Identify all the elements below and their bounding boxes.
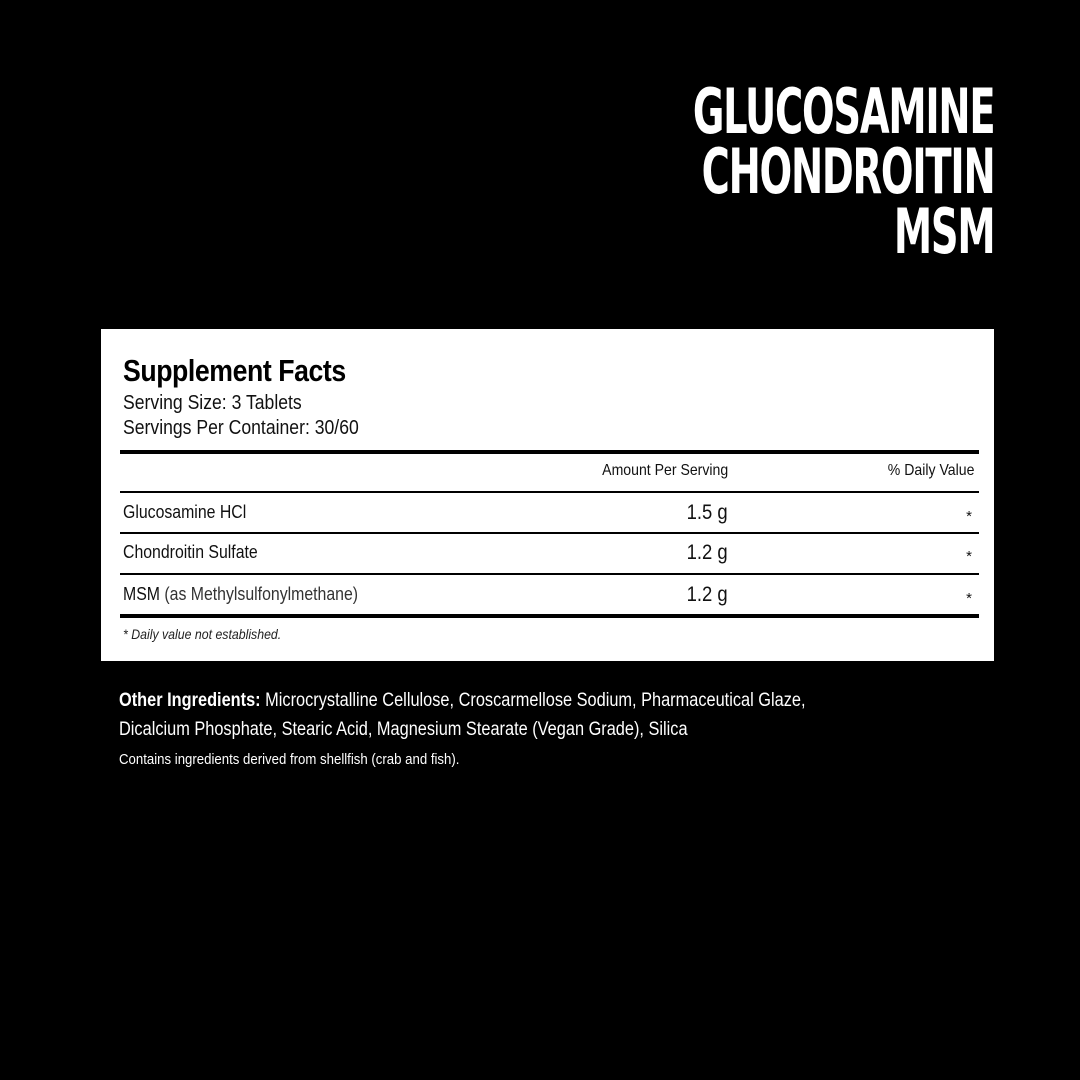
- ingredient-name-text: MSM: [123, 584, 160, 604]
- allergen-note: Contains ingredients derived from shellfish (crab and fish).: [119, 751, 460, 768]
- other-ingredients-line-2: [119, 715, 807, 744]
- serving-size: Serving Size: 3 Tablets: [123, 392, 302, 414]
- divider-header: [120, 491, 979, 493]
- other-ingredients-line-1: [119, 686, 807, 715]
- ingredient-name-text: Glucosamine HCl: [123, 502, 247, 522]
- ingredient-name-sub: (as Methylsulfonylmethane): [164, 584, 359, 604]
- ingredient-name: [123, 542, 258, 563]
- product-title-line-1: GLUCOSAMINE: [692, 75, 994, 148]
- other-ingredients-text-2: Dicalcium Phosphate, Stearic Acid, Magnesium Stearate (Vegan Grade), Silica: [119, 719, 688, 740]
- amount-per-serving-header: Amount Per Serving: [601, 462, 728, 479]
- product-title-line-2: CHONDROITIN: [701, 135, 994, 208]
- divider-row: [120, 532, 979, 534]
- servings-per-container: Servings Per Container: 30/60: [123, 417, 359, 439]
- ingredient-amount: 1.2 g: [686, 583, 728, 606]
- supplement-facts-panel: [101, 329, 994, 661]
- ingredient-daily-value: *: [966, 548, 972, 565]
- ingredient-name-text: Chondroitin Sulfate: [123, 542, 258, 562]
- other-ingredients-text-1: Microcrystalline Cellulose, Croscarmellose Sodium, Pharmaceutical Glaze,: [265, 690, 806, 711]
- ingredient-name: [123, 502, 246, 523]
- divider-row: [120, 573, 979, 575]
- ingredient-daily-value: *: [966, 508, 972, 525]
- product-title-line-3: MSM: [893, 195, 994, 268]
- product-title: [508, 75, 994, 268]
- ingredient-amount: 1.2 g: [686, 541, 728, 564]
- other-ingredients: [119, 686, 919, 744]
- daily-value-header: % Daily Value: [887, 462, 974, 479]
- ingredient-daily-value: *: [966, 590, 972, 607]
- other-ingredients-label: Other Ingredients:: [119, 690, 261, 711]
- supplement-facts-heading: Supplement Facts: [123, 353, 346, 388]
- daily-value-footnote: * Daily value not established.: [123, 626, 282, 642]
- ingredient-name: [123, 584, 358, 605]
- divider-thick-bottom: [120, 614, 979, 618]
- ingredient-amount: 1.5 g: [686, 501, 728, 524]
- divider-thick-top: [120, 450, 979, 454]
